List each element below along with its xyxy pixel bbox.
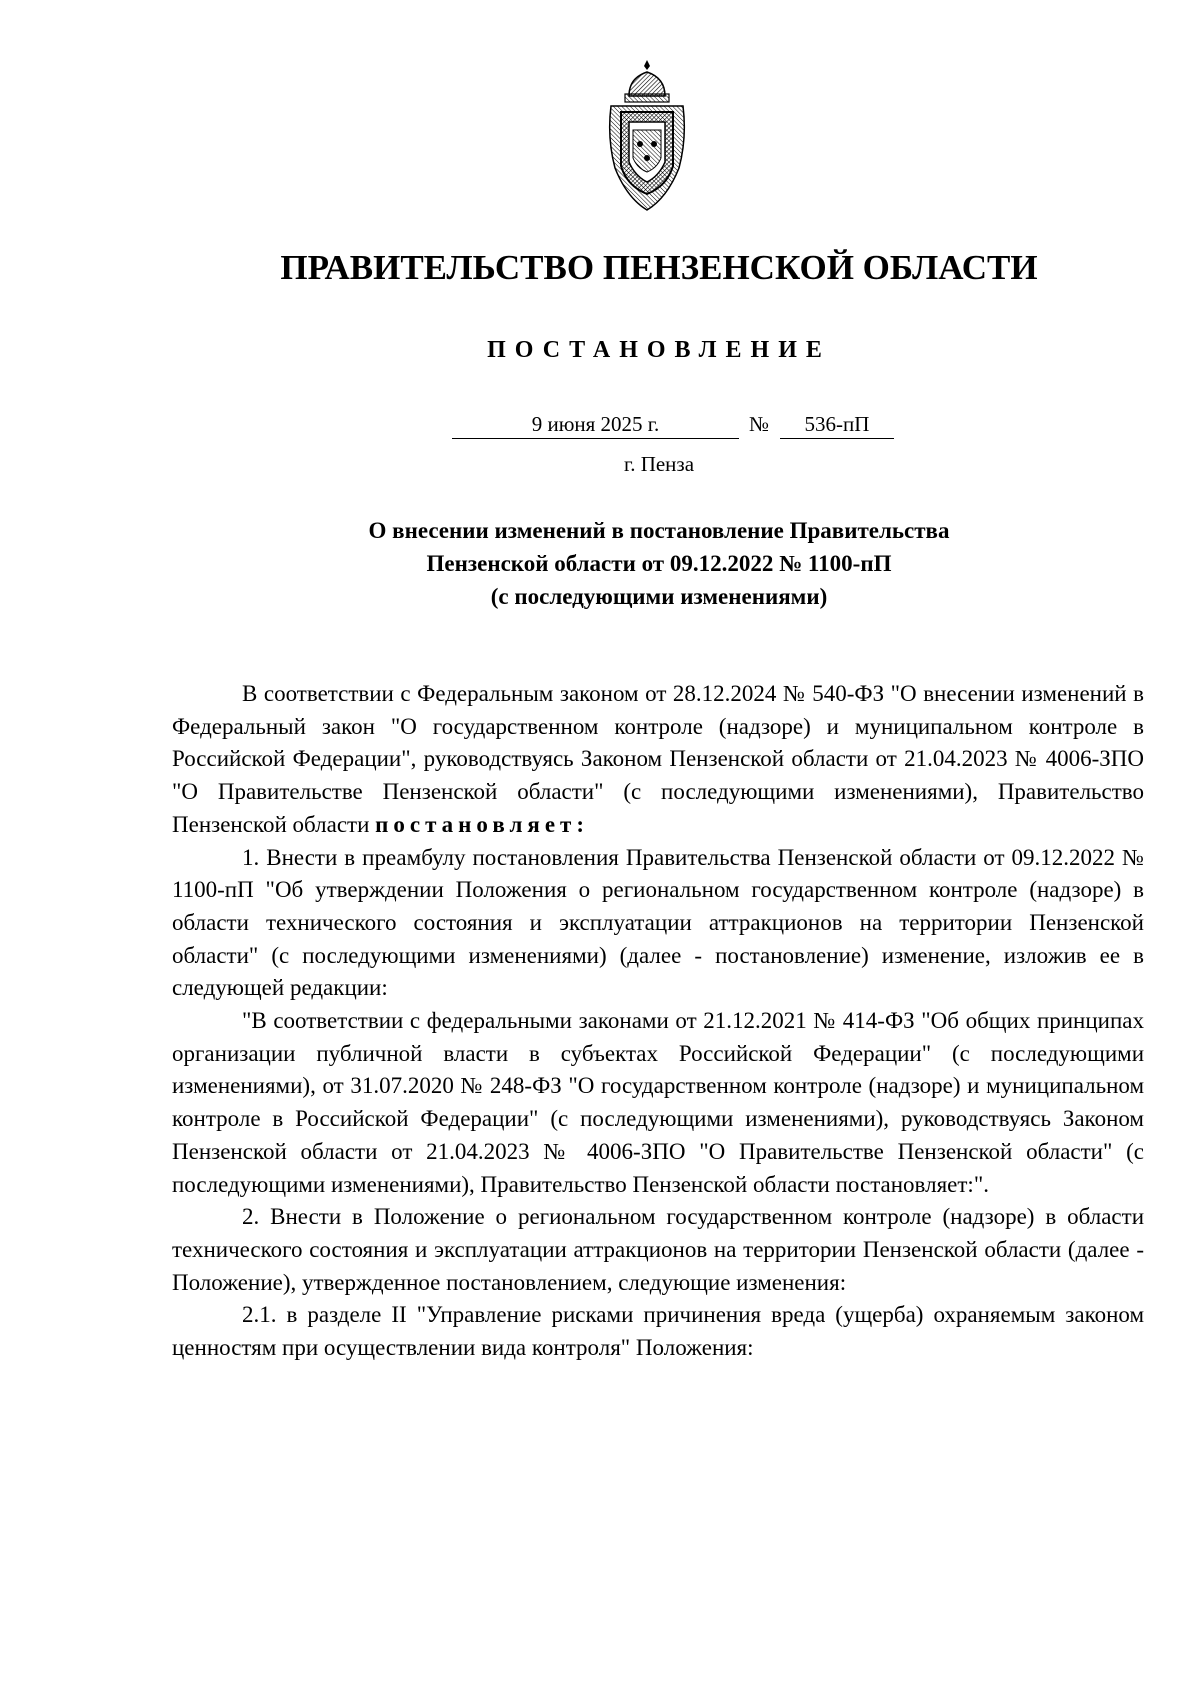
preamble-text: В соответствии с Федеральным законом от 28.12.2024 № 540-ФЗ "О внесении изменений в Федеральный закон "О государственном контроле (надзоре) и муниципальном контроле в Российской Федерации", руководствуясь Законом Пензенской области от 21.04.2023 № 4006-ЗПО "О Правительстве Пензенской области" (с последующими изменениями), Правительство Пензенской области bbox=[172, 681, 1144, 837]
organization-title: ПРАВИТЕЛЬСТВО ПЕНЗЕНСКОЙ ОБЛАСТИ bbox=[280, 248, 1038, 287]
document-date: 9 июня 2025 г. bbox=[452, 410, 739, 439]
paragraph-item-2-1: 2.1. в разделе II "Управление рисками причинения вреда (ущерба) охраняемым законом ценностям при осуществлении вида контроля" Положения: bbox=[172, 1302, 1144, 1361]
document-body bbox=[172, 678, 1144, 1365]
resolves-word: постановляет: bbox=[375, 811, 589, 837]
paragraph-item-2: 2. Внести в Положение о региональном государственном контроле (надзоре) в области технического состояния и эксплуатации аттракционов на территории Пензенской области (далее - Положение), утвержденное постановлением, следующие изменения: bbox=[172, 1204, 1144, 1295]
coat-of-arms-emblem bbox=[607, 58, 687, 216]
document-number: 536-пП bbox=[780, 410, 894, 439]
paragraph-item-1: 1. Внести в преамбулу постановления Правительства Пензенской области от 09.12.2022 № 1100-пП "Об утверждении Положения о региональном государственном контроле (надзоре) в области технического состояния и эксплуатации аттракционов на территории Пензенской области" (с последующими изменениями) (далее - постановление) изменение, изложив ее в следующей редакции: bbox=[172, 844, 1144, 1001]
paragraph-preamble bbox=[172, 678, 1144, 842]
subject-line-1: О внесении изменений в постановление Правительства bbox=[368, 518, 950, 543]
document-subject bbox=[0, 514, 1200, 613]
paragraph-quoted-preamble: "В соответствии с федеральными законами от 21.12.2021 № 414-ФЗ "Об общих принципах организации публичной власти в субъектах Российской Федерации" (с последующими изменениями), от 31.07.2020 № 248-ФЗ "О государственном контроле (надзоре) и муниципальном контроле в Российской Федерации" (с последующими изменениями), руководствуясь Законом Пензенской области от 21.04.2023 № 4006-ЗПО "О Правительстве Пензенской области" (с последующими изменениями), Правительство Пензенской области постановляет:". bbox=[172, 1008, 1144, 1197]
subject-line-2: Пензенской области от 09.12.2022 № 1100-пП bbox=[426, 551, 892, 576]
number-sign: № bbox=[748, 412, 770, 436]
document-type: ПОСТАНОВЛЕНИЕ bbox=[487, 337, 831, 363]
subject-line-3: (с последующими изменениями) bbox=[490, 584, 828, 609]
city: г. Пенза bbox=[623, 452, 695, 476]
